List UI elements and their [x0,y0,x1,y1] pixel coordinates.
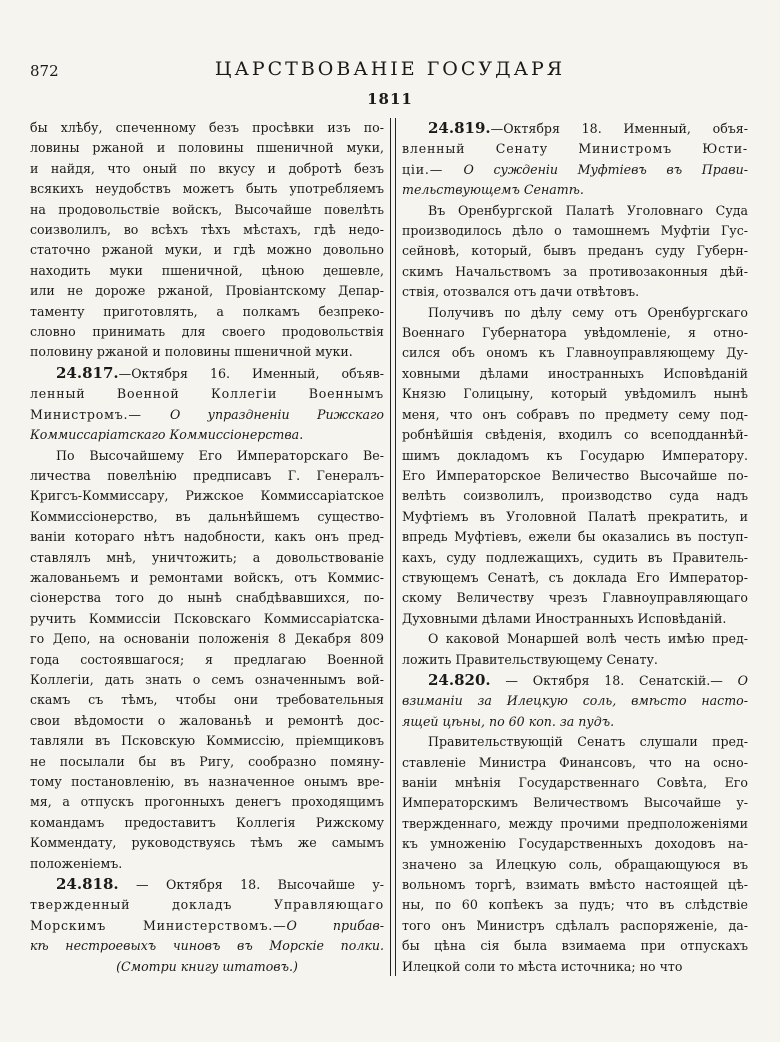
paragraph [402,303,748,630]
text-line: не посылали бы въ Ригу, сообразно помяну- [30,753,384,769]
text-line: ручить Коммиссіи Псковскаго Коммиссаріатска- [30,610,384,626]
text-line: скимъ Начальствомъ за противозаконныя дѣй- [402,263,748,279]
text-line: того онъ Министръ сдѣлалъ распоряженіе, да- [402,917,748,933]
text-line: Его Императорское Величество Высочайше по- [402,467,748,483]
text-line: Правительствующій Сенатъ слушали пред- [428,734,748,750]
entry-number: 24.820. [428,670,491,689]
text-line: вольномъ торгѣ, взимать вмѣсто настоящей цѣ- [402,877,748,893]
entry-date: — Октября 18. Сенатскій.— [490,672,738,688]
entry-subject: О прибав- [286,917,384,933]
left-column [30,118,384,977]
text-line: таменту приготовлять, а полкамъ безпреко- [30,303,384,319]
entry-number: 24.817. [56,363,119,382]
column-divider [390,118,396,976]
text-line: мя, а отпускъ прогонныхъ денегъ проходящимъ [30,794,384,810]
text-line: статочно ржаной муки, и гдѣ можно довольно [30,242,384,258]
entry-subject: кѣ нестроевыхъ чиновъ въ Морскіе полки. [30,938,384,954]
text-line: всякихъ неудобствъ можетъ быть употребляемъ [30,181,384,197]
entry-heading-line: ленный Военной Коллегіи Военнымъ [30,386,384,402]
text-line: впредь Муфтіевъ, ежели бы оказались въ поступ- [402,529,748,545]
paragraph [402,201,748,303]
text-line: ваніи мнѣнія Государственнаго Совѣта, Его [402,775,748,790]
text-line: Коммендату, руководствуясь тѣмъ же самымъ [30,835,384,851]
text-line: производилось дѣло о тамошнемъ Муфтіи Гус- [402,223,748,239]
entry-reference: (Смотри книгу штатовъ.) [116,958,298,974]
text-line: сіонерства того до нынѣ снабдѣвавшихся, по- [30,590,384,606]
entry-subject: Коммиссаріатскаго Коммиссіонерства. [30,427,304,443]
text-line: личества повелѣнію предписавъ Г. Генералъ- [30,467,384,483]
text-line: командамъ предоставитъ Коллегія Рижскому [30,814,384,830]
text-line: ваніи котораго нѣтъ надобности, какъ онъ пред- [30,529,384,545]
entry-24819 [402,118,748,201]
text-line: находить муки пшеничной, цѣною дешевле, [30,262,384,278]
text-line: го Депо, на основаніи положенія 8 Декабря 809 [30,631,384,647]
text-line: къ умноженію Государственныхъ доходовъ на- [402,836,748,852]
text-line: тавляли въ Псковскую Коммиссію, пріемщиковъ [30,733,384,749]
text-line: Коммиссіонерство, въ дальнѣйшемъ существо- [30,508,384,524]
entry-heading-line [402,118,748,139]
year-heading: 1811 [367,90,413,108]
text-line: велѣть соизволилъ, производство суда надъ [402,488,748,504]
entry-subject: О [737,672,748,688]
text-line: сился объ ономъ къ Главноуправляющему Ду- [402,345,748,361]
text-line: словно принимать для своего продовольствія [30,324,384,340]
text-line: ложить Правительствующему Сенату. [402,651,658,667]
entry-heading-line [30,874,384,895]
text-line: жалованьемъ и ремонтами войскъ, отъ Коммис- [30,569,384,585]
text-line: ставлялъ мнѣ, уничтожить; а довольствованіе [30,549,384,565]
entry-subject: ящей цѣны, по 60 коп. за пудъ. [402,713,615,729]
text-line: ставленіе Министра Финансовъ, что на осно- [402,754,748,770]
entry-date: — Октября 18. Высочайше у- [118,877,384,893]
text-line: О каковой Монаршей волѣ честь имѣю пред- [428,631,748,647]
entry-subject: О сужденіи Муфтіевъ въ Прави- [463,161,748,177]
text-line: Императорскимъ Величествомъ Высочайше у- [402,795,748,811]
text-line: твержденнаго, между прочими предположеніями [402,815,748,831]
text-line: ствующемъ Сенатѣ, съ доклада Его Император- [402,569,748,585]
entry-heading-line: твержденный докладъ Управляющаго [30,897,384,913]
text-line: кахъ, суду подлежащихъ, судить въ Правитель- [402,549,748,565]
entry-heading-line [402,670,748,691]
entry-24818 [30,874,384,977]
entry-subject: тельствующемъ Сенатѣ. [402,182,584,198]
text-line: бы хлѣбу, спеченному безъ просѣвки изъ по- [30,120,384,135]
paragraph [402,732,748,977]
entry-source: Министромъ.— [30,406,170,422]
text-line: меня, что онъ собравъ по предмету сему под- [402,406,748,422]
entry-subject: взиманіи за Илецкую соль, вмѣсто насто- [402,693,748,709]
text-line: Коллегіи, дать знать о семъ означеннымъ вой- [30,671,384,687]
text-line: соизволилъ, во всѣхъ тѣхъ мѣстахъ, гдѣ недо- [30,222,384,238]
paragraph [402,629,748,670]
text-line: или не дороже ржаной, Провіантскому Депар- [30,283,384,299]
text-line: значено за Илецкую соль, обращающуюся въ [402,856,748,872]
text-line: тому постановленію, въ назначенное онымъ вре- [30,774,384,789]
text-line: шимъ докладомъ къ Государю Императору. [402,447,748,463]
entry-heading-line [30,405,384,425]
text-line: положеніемъ. [30,855,123,871]
text-line: Получивъ по дѣлу сему отъ Оренбургскаго [428,304,748,320]
entry-heading-line [30,363,384,384]
text-line: Кригсъ-Коммиссару, Рижское Коммиссаріатское [30,488,384,504]
text-line: Князю Голицыну, который увѣдомилъ нынѣ [402,386,748,402]
text-line: свои вѣдомости о жалованьѣ и ремонтѣ дос- [30,712,384,728]
text-line: сейновѣ, который, бывъ преданъ суду Губерн- [402,243,748,259]
text-line: робнѣйшія свѣденія, входилъ со всеподданнѣй- [402,427,748,443]
text-line: года состоявшагося; я предлагаю Военной [30,651,384,667]
page-number: 872 [30,62,59,80]
entry-heading-line: вленный Сенату Министромъ Юсти- [402,141,748,157]
text-line: половину ржаной и половины пшеничной муки. [30,344,353,360]
entry-number: 24.819. [428,119,491,137]
right-column [402,118,748,977]
entry-date: —Октября 16. Именный, объяв- [118,365,384,381]
text-line: ствія, отозвался отъ дачи отвѣтовъ. [402,284,640,300]
entry-heading-line [402,160,748,180]
text-line: Въ Оренбургской Палатѣ Уголовнаго Суда [428,202,748,218]
paragraph [30,446,384,875]
entry-date: —Октября 18. Именный, объя- [490,121,748,136]
entry-source: Морскимъ Министерствомъ.— [30,917,287,933]
text-line: на продовольствіе войскъ, Высочайше повелѣть [30,201,384,217]
text-line: По Высочайшему Его Императорскаго Ве- [56,447,384,463]
entry-source: ціи.— [402,161,464,177]
text-line: Илецкой соли то мѣста источника; но что [402,958,683,974]
running-title: ЦАРСТВОВАНІЕ ГОСУДАРЯ [214,58,566,80]
entry-number: 24.818. [56,875,119,894]
text-line: скому Величеству чрезъ Главноуправляющаго [402,590,748,606]
text-line: бы цѣна сія была взимаема при отпускахъ [402,938,748,954]
text-line: Духовными дѣлами Иностранныхъ Исповѣданій. [402,610,727,626]
text-line: ны, по 60 копѣекъ за пудъ; что въ слѣдствіе [402,897,748,913]
text-line: ховными дѣлами иностранныхъ Исповѣданій [402,365,748,381]
paragraph [30,118,384,363]
entry-24817 [30,363,384,446]
text-line: Военнаго Губернатора увѣдомленіе, я отно- [402,325,748,341]
text-line: и найдя, что оный по вкусу и добротѣ безъ [30,160,384,176]
text-line: ловины ржаной и половины пшеничной муки, [30,140,384,156]
text-line: скамъ съ тѣмъ, чтобы они требовательныя [30,692,384,708]
entry-heading-line [30,916,384,936]
entry-24820 [402,670,748,732]
text-line: Муфтіемъ въ Уголовной Палатѣ прекратить, и [402,508,748,524]
entry-subject: О упраздненіи Рижскаго [169,406,384,422]
